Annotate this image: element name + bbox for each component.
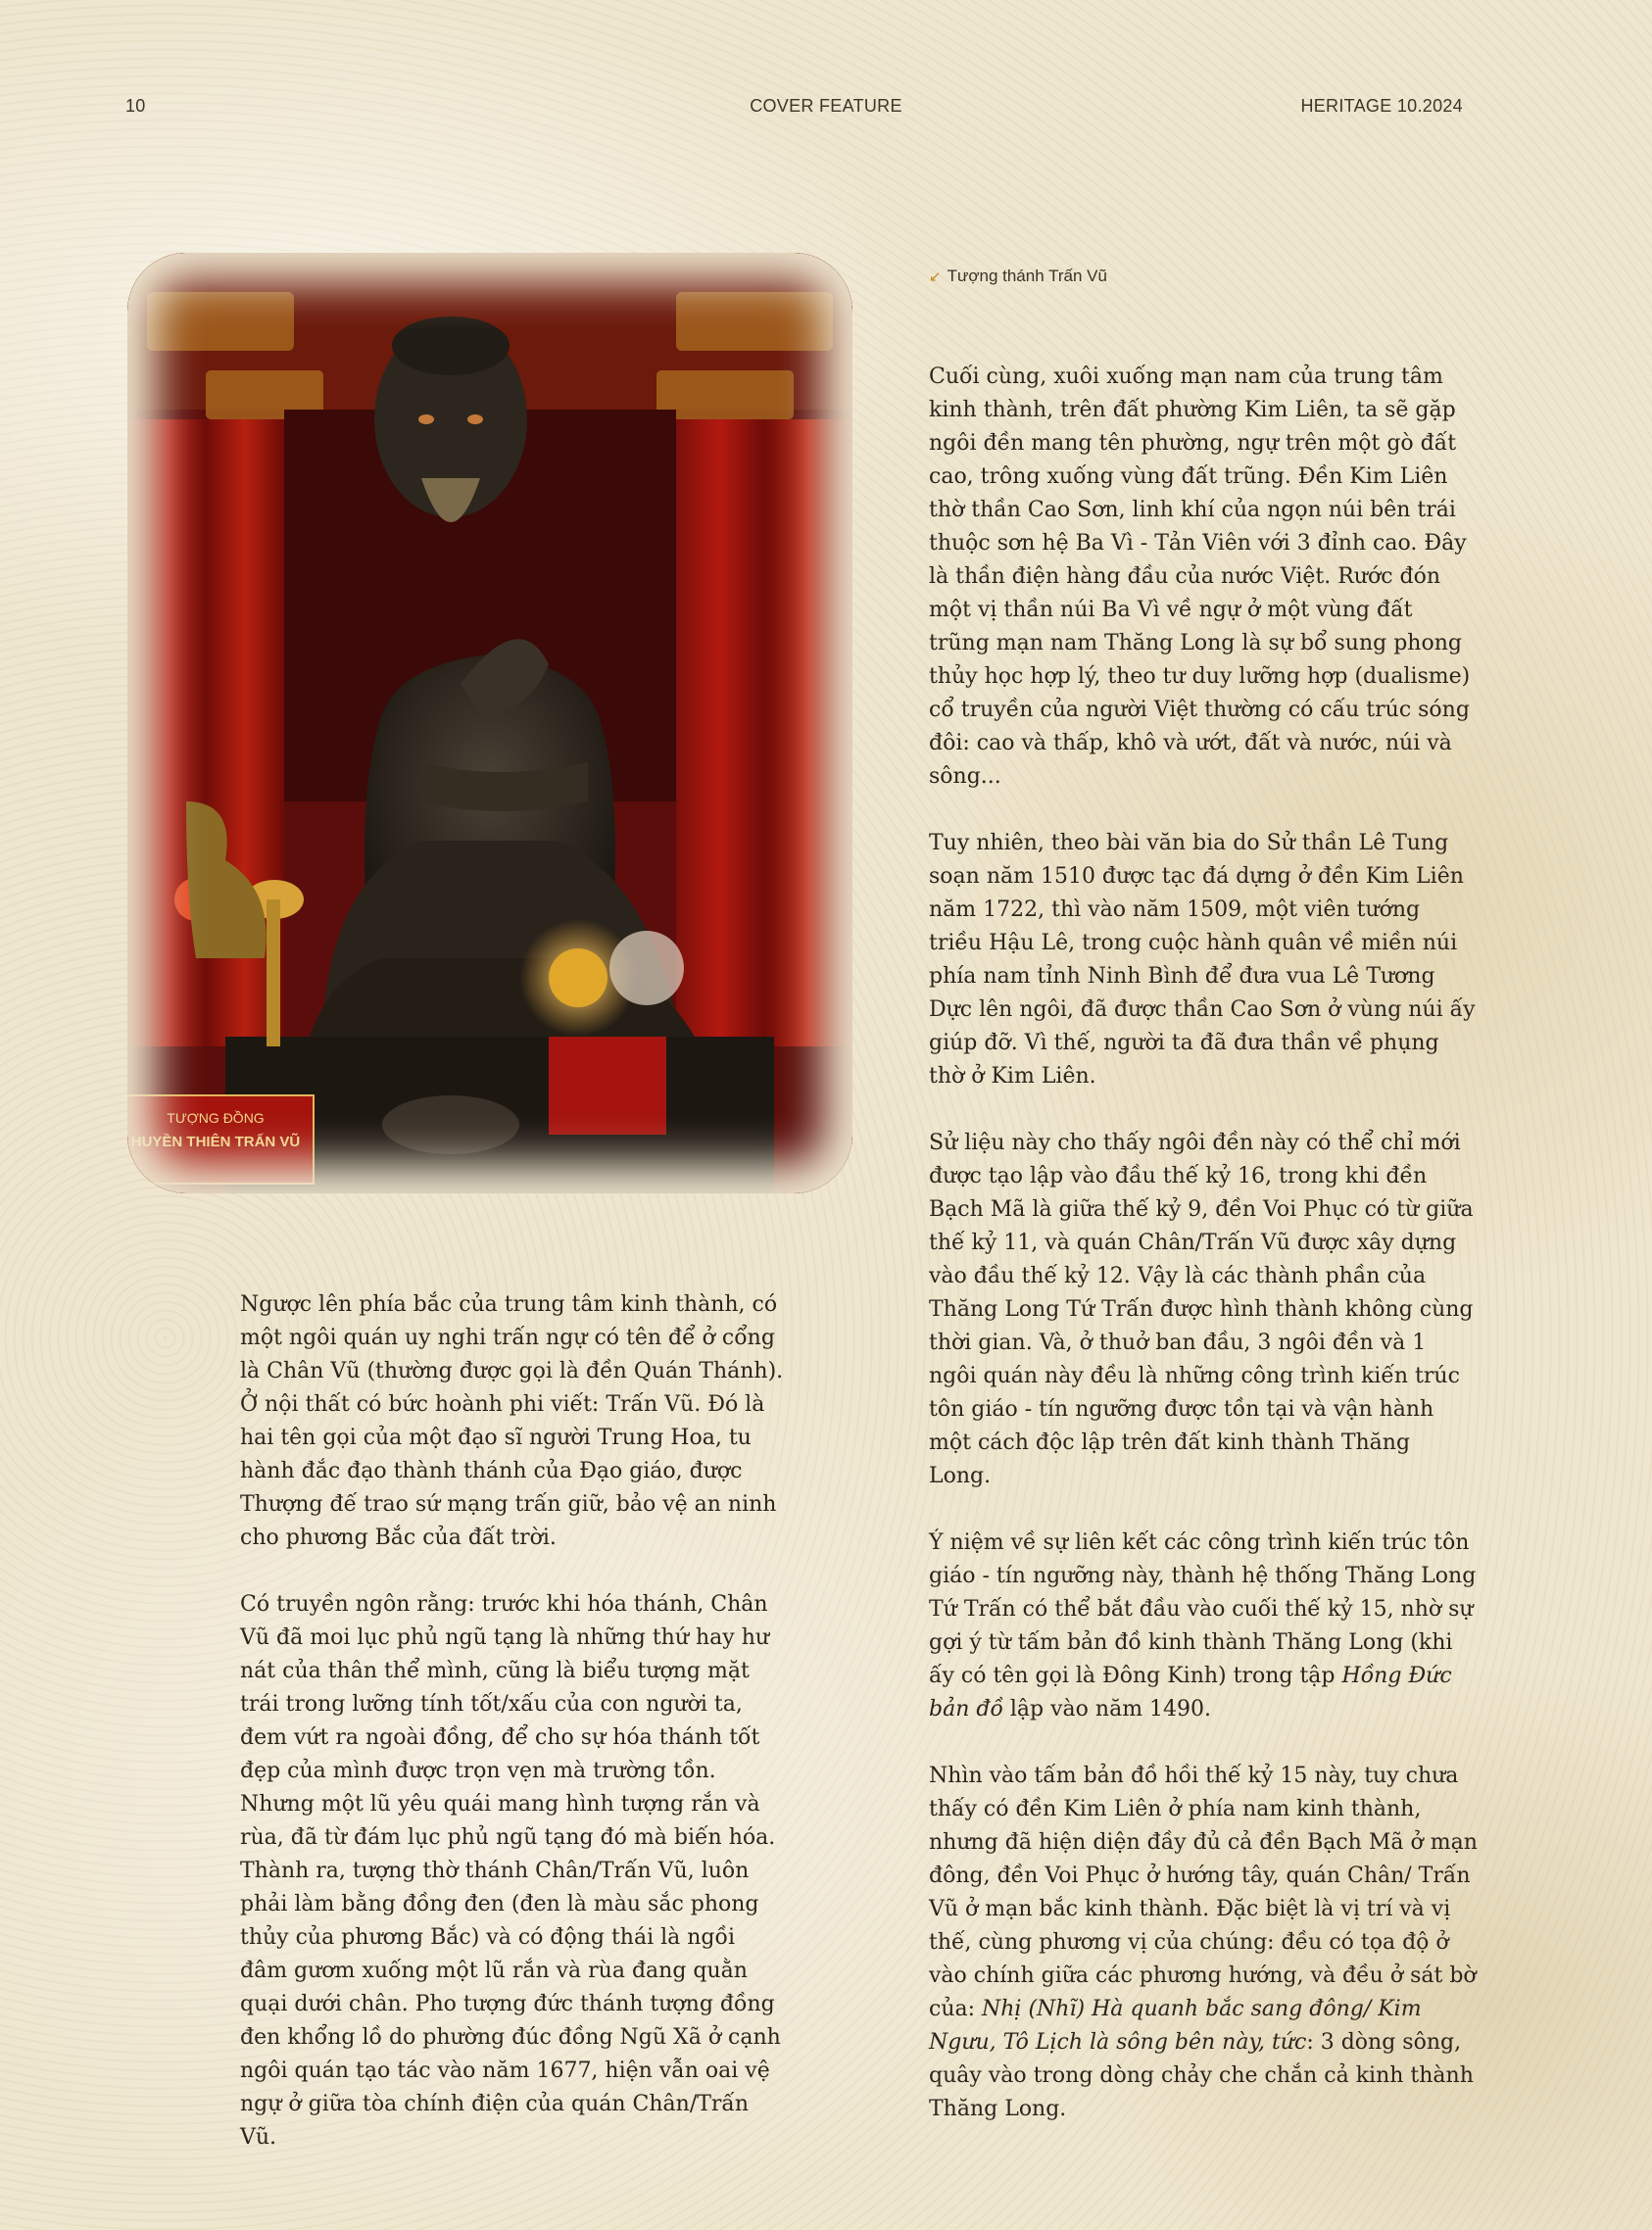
issue-label: HERITAGE 10.2024 (1300, 96, 1463, 116)
p5-text-end: : 3 dòng sông, quây vào trong dòng chảy che chắn cả kinh thành Thăng Long. (929, 2030, 1474, 2121)
right-paragraph-3: Sử liệu này cho thấy ngôi đền này có thể chỉ mới được tạo lập vào đầu thế kỷ 16, trong khi đền Bạch Mã là giữa thế kỷ 9, đền Voi Phục có từ giữa thế kỷ 11, và quán Chân/Trấn Vũ được xây dựng vào đầu thế kỷ 12. Vậy là các thành phần của Thăng Long Tứ Trấn được hình thành không cùng thời gian. Và, ở thuở ban đầu, 3 ngôi đền và 1 ngôi quán này đều là những công trình kiến trúc tôn giáo - tín ngưỡng được tồn tại và vận hành một cách độc lập trên đất kinh thành Thăng Long. (929, 1131, 1474, 1488)
right-column (929, 361, 1478, 2159)
right-paragraph-2: Tuy nhiên, theo bài văn bia do Sử thần Lê Tung soạn năm 1510 được tạc đá dựng ở đền Kim Liên năm 1722, thì vào năm 1509, một viên tướng triều Hậu Lê, trong cuộc hành quân về miền núi phía nam tỉnh Ninh Bình để đưa vua Lê Tương Dực lên ngôi, đã được thần Cao Sơn ở vùng núi ấy giúp đỡ. Vì thế, người ta đã đưa thần về phụng thờ ở Kim Liên. (929, 831, 1476, 1089)
left-column (240, 1288, 784, 2188)
right-paragraph-1: Cuối cùng, xuôi xuống mạn nam của trung tâm kinh thành, trên đất phường Kim Liên, ta sẽ gặp ngôi đền mang tên phường, ngự trên một gò đất cao, trông xuống vùng đất trũng. Đền Kim Liên thờ thần Cao Sơn, linh khí của ngọn núi bên trái thuộc sơn hệ Ba Vì - Tản Viên với 3 đỉnh cao. Đây là thần điện hàng đầu của nước Việt. Rước đón một vị thần núi Ba Vì về ngự ở một vùng đất trũng mạn nam Thăng Long là sự bổ sung phong thủy học hợp lý, theo tư duy lưỡng hợp (dualisme) cổ truyền của người Việt thường có cấu trúc sóng đôi: cao và thấp, khô và ướt, đất và nước, núi và sông... (929, 364, 1471, 789)
statue-photo (127, 253, 852, 1193)
statue-illustration (127, 253, 852, 1193)
p4-text-end: lập vào năm 1490. (1002, 1697, 1212, 1721)
caption-text: Tượng thánh Trấn Vũ (947, 267, 1107, 285)
left-paragraph-1: Ngược lên phía bắc của trung tâm kinh thành, có một ngôi quán uy nghi trấn ngự có tên để ở cổng là Chân Vũ (thường được gọi là đền Quán Thánh). Ở nội thất có bức hoành phi viết: Trấn Vũ. Đó là hai tên gọi của một đạo sĩ người Trung Hoa, tu hành đắc đạo thành thánh của Đạo giáo, được Thượng đế trao sứ mạng trấn giữ, bảo vệ an ninh cho phương Bắc của đất trời. (240, 1292, 784, 1550)
tuc-italic: tức (1271, 2030, 1307, 2055)
plaque-line2: HUYỀN THIÊN TRẤN VŨ (130, 1134, 301, 1150)
page-header (0, 96, 1652, 120)
p5-text-start: Nhìn vào tấm bản đồ hồi thế kỷ 15 này, tuy chưa thấy có đền Kim Liên ở phía nam kinh thành, nhưng đã hiện diện đầy đủ cả đền Bạch Mã ở mạn đông, đền Voi Phục ở hướng tây, quán Chân/ Trấn Vũ ở mạn bắc kinh thành. Đặc biệt là vị trí và vị thế, cùng phương vị của chúng: đều có tọa độ ở vào chính giữa các phương hướng, và đều ở sát bờ của: (929, 1764, 1478, 2021)
arrow-icon: ↙ (929, 268, 942, 285)
p5-space (1265, 2030, 1272, 2055)
photo-caption (929, 267, 1107, 286)
section-title: COVER FEATURE (750, 96, 902, 116)
map-title-italic: Hồng Đức bản đồ (929, 1664, 1452, 1721)
right-paragraph-5 (929, 1760, 1478, 2126)
verse-italic: Nhị (Nhĩ) Hà quanh bắc sang đông/ Kim Ngưu, Tô Lịch là sông bên này, (929, 1997, 1422, 2055)
right-paragraph-4 (929, 1527, 1478, 1726)
statue-plaque (127, 1095, 314, 1184)
left-paragraph-2: Có truyền ngôn rằng: trước khi hóa thánh, Chân Vũ đã moi lục phủ ngũ tạng là những thứ hay hư nát của thân thể mình, cũng là biểu tượng mặt trái trong lưỡng tính tốt/xấu của con người ta, đem vứt ra ngoài đồng, để cho sự hóa thánh tốt đẹp của mình được trọn vẹn mà trường tồn. Nhưng một lũ yêu quái mang hình tượng rắn và rùa, đã từ đám lục phủ ngũ tạng đó mà biến hóa. Thành ra, tượng thờ thánh Chân/Trấn Vũ, luôn phải làm bằng đồng đen (đen là màu sắc phong thủy của phương Bắc) và có động thái là ngồi đâm gươm xuống một lũ rắn và rùa đang quằn quại dưới chân. Pho tượng đức thánh tượng đồng đen khổng lồ do phường đúc đồng Ngũ Xã ở cạnh ngôi quán tạo tác vào năm 1677, hiện vẫn oai vệ ngự ở giữa tòa chính điện của quán Chân/Trấn Vũ. (240, 1592, 781, 2150)
plaque-line1: TƯỢNG ĐỒNG (167, 1110, 265, 1126)
page-number: 10 (125, 96, 146, 116)
p4-text-start: Ý niệm về sự liên kết các công trình kiến trúc tôn giáo - tín ngưỡng này, thành hệ thống Thăng Long Tứ Trấn có thể bắt đầu vào cuối thế kỷ 15, nhờ sự gợi ý từ tấm bản đồ kinh thành Thăng Long (khi ấy có tên gọi là Đông Kinh) trong tập (929, 1530, 1477, 1688)
